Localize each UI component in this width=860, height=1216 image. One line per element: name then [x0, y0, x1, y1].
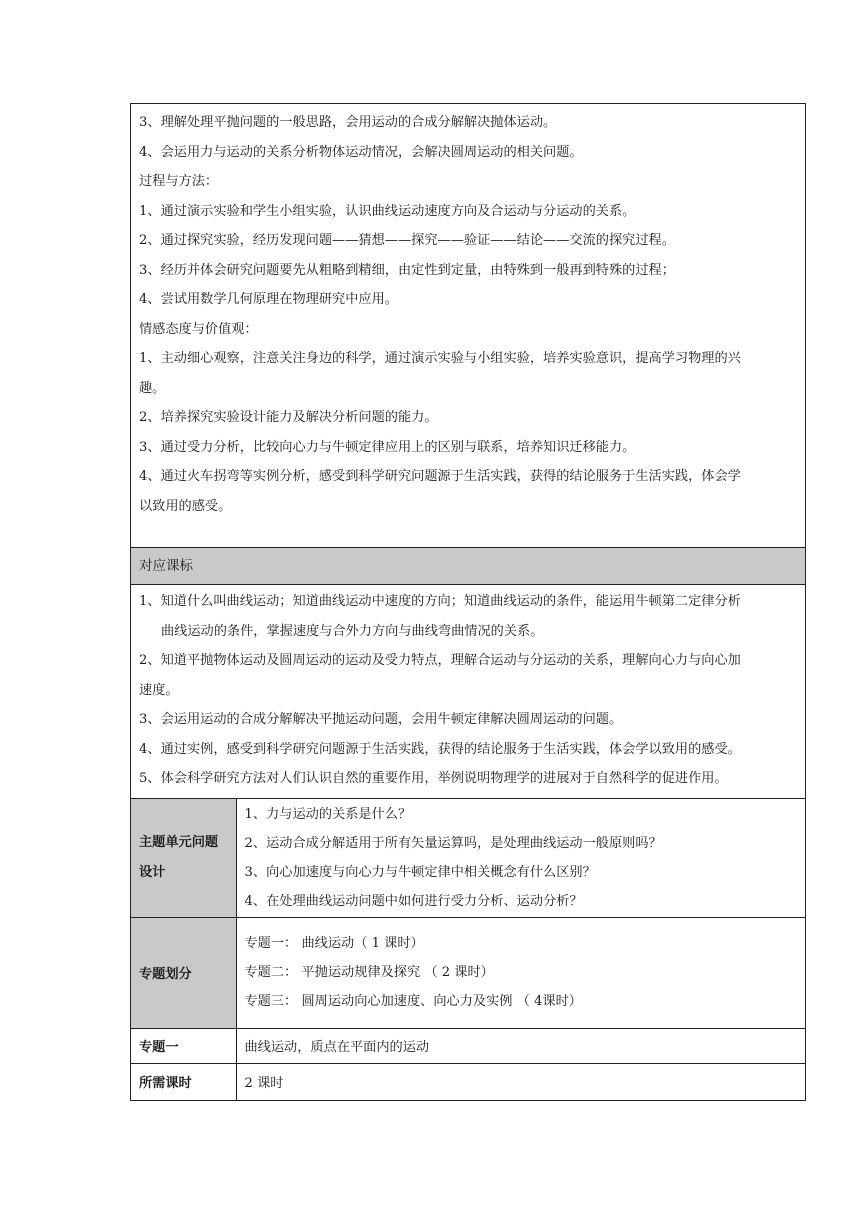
lesson-plan-table	[130, 103, 806, 1101]
question-item: 1、力与运动的关系是什么？	[244, 806, 412, 822]
question-item: 3、向心加速度与向心力与牛顿定律中相关概念有什么区别？	[244, 864, 596, 880]
topics-label: 专题划分	[131, 917, 236, 1028]
topic-one-value: 曲线运动，质点在平面内的运动	[236, 1028, 805, 1063]
emotion-line: 3、通过受力分析，比较向心力与牛顿定律应用上的区别与联系，培养知识迁移能力。	[139, 439, 636, 455]
standard-line: 1、知道什么叫曲线运动；知道曲线运动中速度的方向；知道曲线运动的条件，能运用牛顿第二定律分析	[139, 594, 741, 609]
process-line: 3、经历并体会研究问题要先从粗略到精细，由定性到定量，由特殊到一般再到特殊的过程；	[139, 262, 675, 278]
hours-row	[131, 1063, 805, 1100]
unit-questions-label-line1: 主题单元问题	[139, 834, 219, 850]
question-item: 2、运动合成分解适用于所有矢量运算吗，是处理曲线运动一般原则吗？	[244, 835, 662, 851]
topic-item: 专题一： 曲线运动（ 1 课时）	[244, 936, 424, 951]
question-item: 4、在处理曲线运动问题中如何进行受力分析、运动分析？	[244, 893, 583, 909]
hours-value: 2 课时	[236, 1063, 805, 1100]
process-line: 4、尝试用数学几何原理在物理研究中应用。	[139, 292, 398, 307]
objective-line: 4、会运用力与运动的关系分析物体运动情况，会解决圆周运动的相关问题。	[139, 144, 583, 160]
topic-item: 专题二： 平抛运动规律及探究 （ 2 课时）	[244, 965, 494, 980]
emotion-heading: 情感态度与价值观：	[139, 321, 258, 337]
standard-line: 5、体会科学研究方法对人们认识自然的重要作用，举例说明物理学的进展对于自然科学的促进作用。	[139, 771, 728, 786]
standards-heading: 对应课标	[131, 547, 805, 585]
topic-grid	[131, 798, 805, 1101]
standard-line: 速度。	[139, 682, 179, 698]
standards-section	[131, 585, 805, 798]
emotion-line: 4、通过火车拐弯等实例分析，感受到科学研究问题源于生活实践，获得的结论服务于生活实践，体会学	[139, 469, 741, 484]
emotion-line: 2、培养探究实验设计能力及解决分析问题的能力。	[139, 410, 438, 425]
unit-questions-row	[131, 798, 805, 917]
topic-one-label: 专题一	[131, 1028, 236, 1063]
standard-line: 2、知道平抛物体运动及圆周运动的运动及受力特点，理解合运动与分运动的关系，理解向心力与向心加	[139, 653, 741, 668]
process-line: 2、通过探究实验，经历发现问题——猜想——探究——验证——结论——交流的探究过程。	[139, 233, 675, 248]
objectives-section	[131, 104, 805, 547]
unit-questions-list	[236, 798, 805, 917]
unit-questions-label	[131, 798, 236, 917]
topics-row	[131, 917, 805, 1028]
standard-line: 3、会运用运动的合成分解解决平抛运动问题，会用牛顿定律解决圆周运动的问题。	[139, 712, 623, 727]
emotion-line: 1、主动细心观察，注意关注身边的科学，通过演示实验与小组实验，培养实验意识，提高学习物理的兴	[139, 351, 741, 366]
standard-line: 4、通过实例，感受到科学研究问题源于生活实践，获得的结论服务于生活实践，体会学以致用的感受。	[139, 741, 741, 757]
emotion-line: 趣。	[139, 380, 166, 396]
topic-one-row	[131, 1028, 805, 1063]
objective-line: 3、理解处理平抛问题的一般思路，会用运动的合成分解解决抛体运动。	[139, 115, 557, 130]
topic-item: 专题三： 圆周运动向心加速度、向心力及实例 （ 4课时）	[244, 994, 582, 1009]
process-line: 1、通过演示实验和学生小组实验，认识曲线运动速度方向及合运动与分运动的关系。	[139, 203, 636, 219]
unit-questions-label-line2: 设计	[139, 864, 166, 880]
hours-label: 所需课时	[131, 1063, 236, 1100]
standard-line: 曲线运动的条件，掌握速度与合外力方向与曲线弯曲情况的关系。	[161, 623, 544, 639]
topics-list	[236, 917, 805, 1028]
emotion-line: 以致用的感受。	[139, 498, 232, 514]
process-heading: 过程与方法：	[139, 174, 219, 189]
